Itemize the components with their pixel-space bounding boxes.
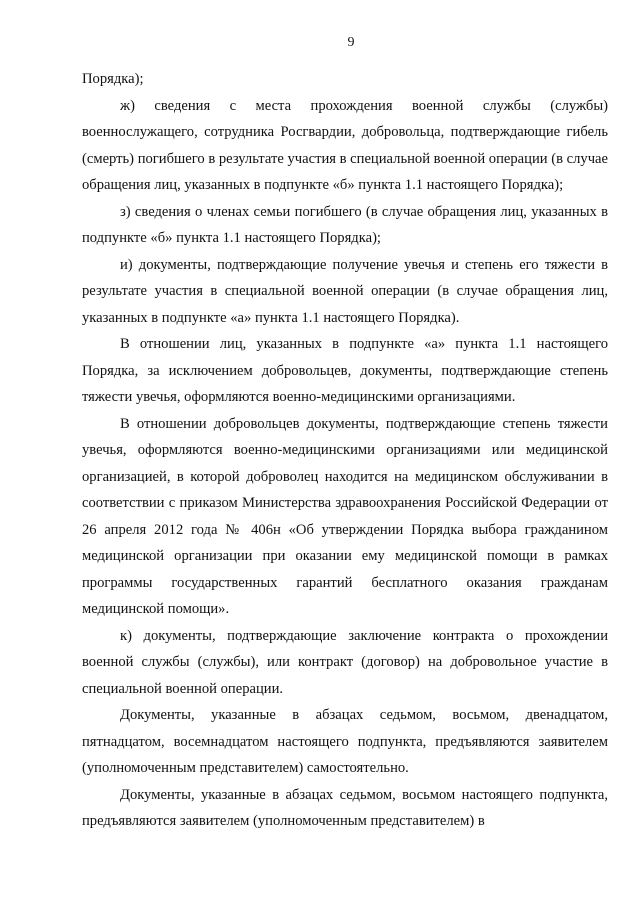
paragraph-item-zh: ж) сведения с места прохождения военной службы (службы) военнослужащего, сотрудника Росгвардии, добровольца, подтверждающие гибель (смерть) погибшего в результате участия в специальной военной операции (в случае обращения лиц, указанных в подпункте «б» пункта 1.1 настоящего Порядка);: [82, 97, 608, 193]
paragraph-note-volunteers: В отношении добровольцев документы, подтверждающие степень тяжести увечья, оформляются военно-медицинскими организациями или медицинской организацией, в которой доброволец находится на медицинском обслуживании в соответствии с приказом Министерства здравоохранения Российской Федерации от 26 апреля 2012 года № 406н «Об утверждении Порядка выбора гражданином медицинской организации при оказании ему медицинской помощи в рамках программы государственных гарантий бесплатного оказания гражданам медицинской помощи».: [82, 415, 608, 617]
paragraph-note-persons: В отношении лиц, указанных в подпункте «а» пункта 1.1 настоящего Порядка, за исключением добровольцев, документы, подтверждающие степень тяжести увечья, оформляются военно-медицинскими организациями.: [82, 336, 608, 405]
paragraph-docs-seventh-eighth: Документы, указанные в абзацах седьмом, восьмом настоящего подпункта, предъявляются заявителем (уполномоченным представителем) в: [82, 786, 608, 829]
paragraph-item-i: и) документы, подтверждающие получение увечья и степень его тяжести в результате участия в специальной военной операции (в случае обращения лиц, указанных в подпункте «а» пункта 1.1 настоящего Порядка).: [82, 256, 608, 326]
paragraph-continuation: Порядка);: [82, 71, 144, 87]
document-body: [82, 66, 608, 835]
paragraph-docs-self: Документы, указанные в абзацах седьмом, восьмом, двенадцатом, пятнадцатом, восемнадцатом настоящего подпункта, предъявляются заявителем (уполномоченным представителем) самостоятельно.: [82, 707, 608, 776]
page-number: 9: [347, 35, 355, 50]
paragraph-item-z: з) сведения о членах семьи погибшего (в случае обращения лиц, указанных в подпункте «б» пункта 1.1 настоящего Порядка);: [82, 203, 608, 246]
paragraph-item-k: к) документы, подтверждающие заключение контракта о прохождении военной службы (службы), или контракт (договор) на добровольное участие в специальной военной операции.: [82, 627, 608, 697]
